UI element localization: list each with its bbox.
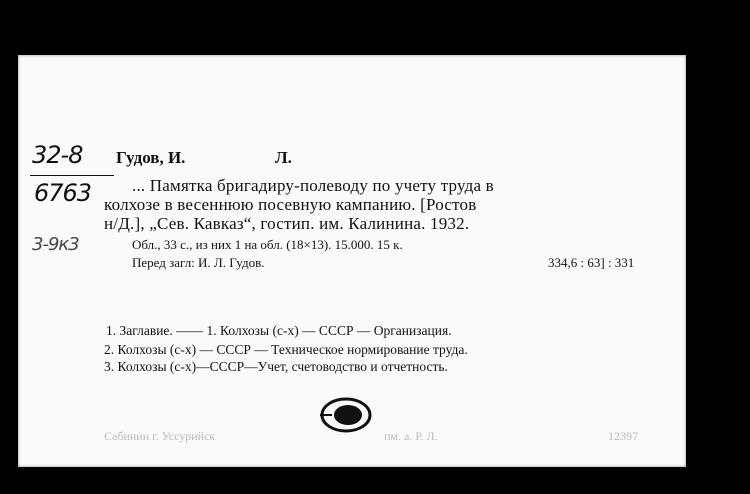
title-line-1: ... Памятка бригадиру-полеводу по учету труда в: [132, 176, 494, 195]
catalog-card: [18, 55, 686, 467]
tracing-line-1: 1. Заглавие. —— 1. Колхозы (с-х) — СССР — Организация.: [106, 323, 452, 338]
tracing-line-3: 3. Колхозы (с-х)—СССР—Учет, счетоводство и отчетность.: [104, 359, 448, 374]
shelf-mark-bottom: 6763: [34, 179, 92, 207]
shelf-mark-divider: [30, 175, 114, 176]
footer-right: 12397: [608, 429, 638, 443]
tracing-line-2: 2. Колхозы (с-х) — СССР — Техническое нормирование труда.: [104, 342, 468, 357]
physical-description: Обл., 33 с., из них 1 на обл. (18×13). 15.000. 15 к.: [132, 237, 403, 252]
shelf-mark-top: 32-8: [32, 141, 83, 169]
author-initial: Л.: [275, 148, 292, 167]
library-stamp-icon: [316, 395, 376, 435]
title-line-2: колхозе в весеннюю посевную кампанию. [Ростов: [104, 195, 477, 214]
author-name: Гудов, И.: [116, 148, 186, 167]
stamp-mark: 3-9к3: [32, 234, 79, 255]
title-line-3: н/Д.], „Сев. Кавказ“, гостип. им. Калинина. 1932.: [104, 214, 470, 233]
footer-left: Сабинин г. Уссурийск: [104, 429, 216, 443]
footer-mid: пм. а. Р. Л.: [384, 429, 438, 443]
note-line: Перед загл: И. Л. Гудов.: [132, 255, 265, 270]
classification-code: 334,6 : 63] : 331: [548, 255, 635, 270]
